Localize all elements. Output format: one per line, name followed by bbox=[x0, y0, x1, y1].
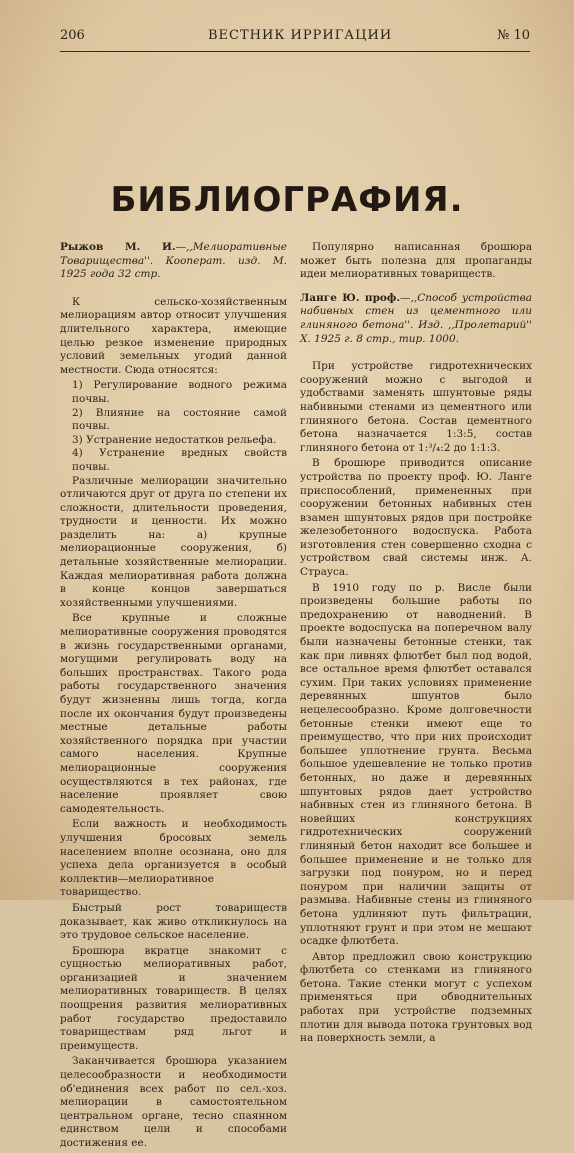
paragraph: Автор предложил свою конструкцию флютбета со стенками из глиняного бетона. Такие стенки могут с успехом применяться при обводнительных работах при устройстве подземных плотин для вывода потока грунтовых вод на поверхность земли, а bbox=[300, 950, 532, 1045]
citation-author: Ланге Ю. проф. bbox=[300, 291, 401, 304]
paragraph: Популярно написанная брошюра может быть полезна для пропаганды идеи мелиоративных товариществ. bbox=[300, 241, 532, 281]
paragraph: Заканчивается брошюра указанием целесообразности и необходимости об'единения всех работ по сел.-хоз. мелиорации в самостоятельном центральном органе, тесно спаянном единством цели и способами достижения ее. bbox=[60, 1055, 287, 1149]
list-item: 4) Устранение вредных свойств почвы. bbox=[72, 447, 287, 473]
citation-lange bbox=[300, 292, 532, 346]
page-number: 206 bbox=[60, 28, 85, 43]
paragraph: Все крупные и сложные мелиоративные сооружения проводятся в жизнь государственными органами, могущими регулировать воду на больших пространствах. Такого рода работы государственного значения будут жизненны лишь тогда, когда после их окончания будут произведены местные детальные работы хозяйственного порядка при участии самого населения. Крупные мелиорационные сооружения осуществляются в тех районах, где население проявляет свою самодеятельность. bbox=[60, 612, 287, 815]
paragraph: В 1910 году по р. Висле были произведены большие работы по предохранению от наводнений. В проекте водоспуска на поперечном валу были назначены бетонные стенки, так как при ливнях флютбет был под водой, все остальное время флютбет оставался сухим. При таких условиях применение деревянных шпунтов было нецелесообразно. Кроме долговечности бетонные стенки имеют еще то преимущество, что при них происходит большее уплотнение грунта. Весьма большое удешевление не только против бетонных, но даже и деревянных шпунтовых рядов дает устройство набивных стен из глиняного бетона. В новейших конструкциях гидротехнических сооружений глиняный бетон находит все большее и большее применение и не только для загрузки под понуром, но и перед понуром при наличии защиты от размыва. Набивные стены из глиняного бетона удлиняют путь фильтрации, уплотняют грунт и при этом не мешают осадке флютбета. bbox=[300, 581, 532, 948]
citation-text: —,,Способ устройства набивных стен из цементного или глиняного бетона''. Изд. ,,Пролетарий'' Х. 1925 г. 8 стр., тир. 1000. bbox=[300, 291, 532, 345]
right-column bbox=[300, 241, 532, 1048]
paragraph: Брошюра вкратце знакомит с сущностью мелиоративных работ, организацией и значением мелиоративных товариществ. В целях поощрения развития мелиоративных работ государство предоставило товариществам ряд льгот и преимуществ. bbox=[60, 944, 287, 1052]
running-header bbox=[60, 28, 530, 50]
paragraph: Если важность и необходимость улучшения бросовых земель населением вполне осознана, оно для успеха дела организуется в особый коллектив—мелиоративное товарищество. bbox=[60, 818, 287, 899]
paragraph: При устройстве гидротехнических сооружений можно с выгодой и удобствами заменять шпунтовые ряды набивными стенами из цементного или глиняного бетона. Состав цементного бетона назначается 1:3:5, состав глиняного бетона от 1:³/₄:2 до 1:1:3. bbox=[300, 360, 532, 454]
list-item: 1) Регулирование водного режима почвы. bbox=[72, 379, 287, 405]
paragraph: К сельско-хозяйственным мелиорациям автор относит улучшения длительного характера, имеющие целью резкое изменение природных условий земельных угодий данной местности. Сюда относятся: bbox=[60, 295, 287, 376]
paragraph: Быстрый рост товариществ доказывает, как живо откликнулось на это трудовое сельское население. bbox=[60, 901, 287, 942]
journal-title: ВЕСТНИК ИРРИГАЦИИ bbox=[208, 28, 393, 43]
citation-author: Рыжов М. И. bbox=[60, 241, 176, 253]
list-item: 3) Устранение недостатков рельефа. bbox=[72, 433, 277, 446]
spacer bbox=[300, 284, 532, 292]
section-title: БИБЛИОГРАФИЯ. bbox=[110, 180, 464, 220]
paragraph: Различные мелиорации значительно отличаются друг от друга по степени их сложности, длительности проведения, трудности и ценности. Их можно разделить на: а) крупные мелиорационные сооружения, б) детальные хозяйственные мелиорации. Каждая мелиоративная работа должна в конце концов завершаться хозяйственными улучшениями. bbox=[60, 474, 287, 609]
left-column bbox=[60, 241, 287, 1153]
header-rule bbox=[60, 51, 530, 52]
citation-text: —,,Мелиоративные Товарищества''. Кооперат. изд. М. 1925 года 32 стр. bbox=[60, 241, 287, 281]
citation-ryzhov bbox=[60, 241, 287, 282]
list-item: 2) Влияние на состояние самой почвы. bbox=[72, 406, 287, 433]
issue-number: № 10 bbox=[497, 28, 530, 43]
paragraph: В брошюре приводится описание устройства по проекту проф. Ю. Ланге приспособлений, примененных при сооружении бетонных набивных стен взамен шпунтовых рядов при постройке железобетонного водоспуска. Работа изготовления стен совершенно сходна с устройством свай системы инж. А. Страуса. bbox=[300, 457, 532, 579]
